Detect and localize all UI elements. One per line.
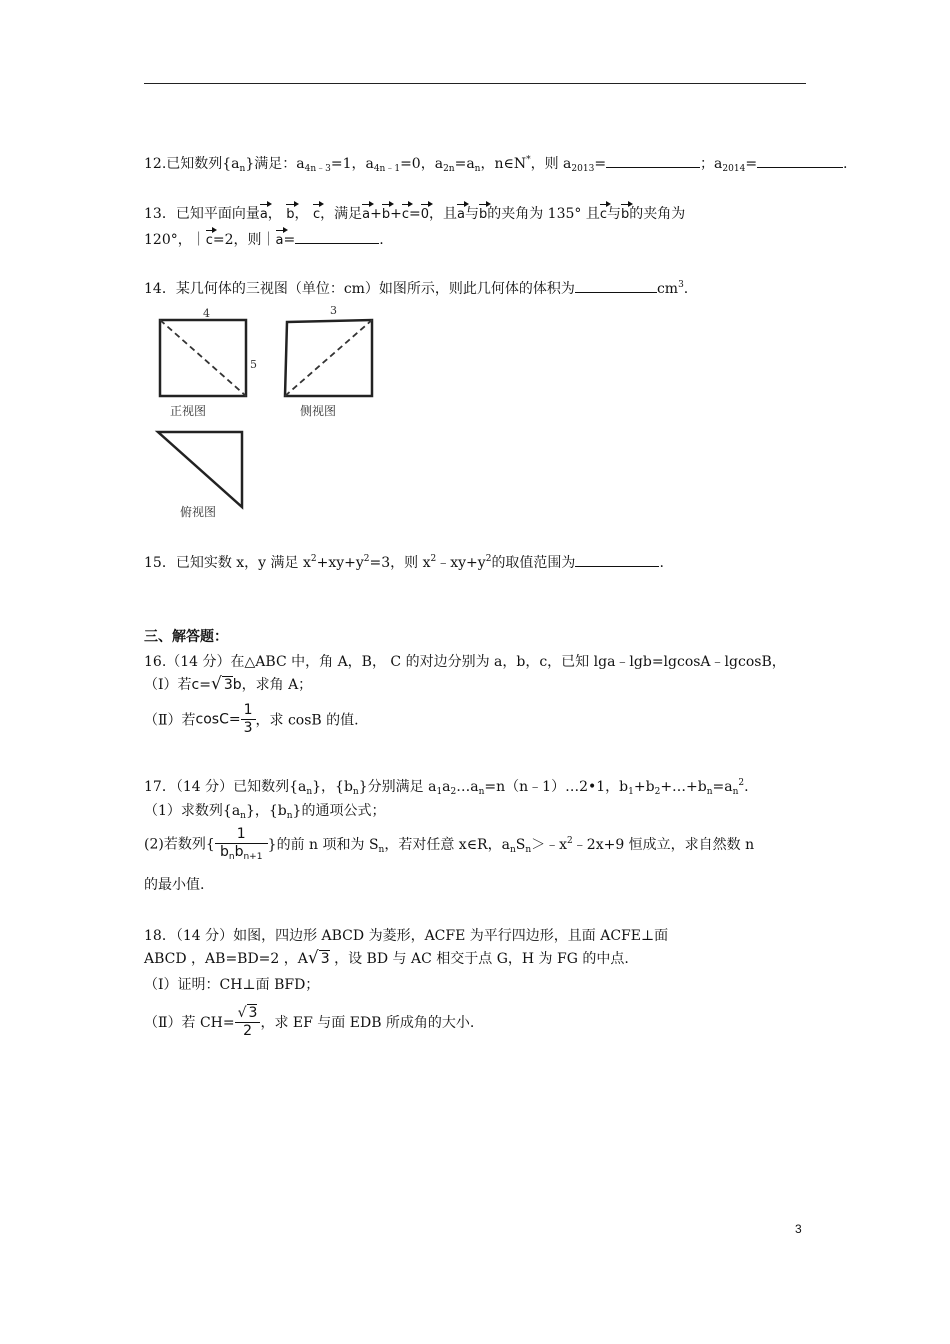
header-rule	[144, 83, 806, 84]
answer-blank-15	[575, 554, 659, 567]
question-15: 15．已知实数 x，y 满足 $x^2+xy+y^2=3$，则 $x^2﹣xy+y^2$的取值范围为 .	[144, 554, 664, 571]
question-12: 12.已知数列$\{a_n\}$满足：$a_{4n﹣3}=1$，$a_{4n﹣1}=0$，$a_{2n}=a_n$，n∈N*，则 $a_{2013}=$ ；$a_{2014}=$ .	[144, 155, 848, 174]
question-17-stem: 17．（14 分）已知数列$\{a_n\}$，$\{b_n\}$分别满足 $a_1a_2\dots a_n=n(n﹣1)\dots 2•1$，$b_1+b_2+\dots+b_n=a_n^2$.	[144, 778, 749, 797]
dimension-5: 5	[250, 358, 257, 371]
question-14: 14．某几何体的三视图（单位：cm）如图所示，则此几何体的体积为 $cm^3$.	[144, 280, 689, 297]
question-16-part2: （Ⅱ）若cosC= $\frac{1}{3}$ ，求 cosB 的值.	[144, 702, 359, 736]
fraction-sqrt3-over-2: $\frac{√ 3}{2}$	[235, 1004, 261, 1040]
side-view-rect	[285, 320, 372, 396]
question-17-part1: （1）求数列$\{a_n\}$，$\{b_n\}$的通项公式；	[144, 803, 386, 821]
side-view-label: 侧视图	[300, 404, 337, 418]
dimension-3: 3	[330, 304, 337, 317]
fraction-one-third: $\frac{1}{3}$	[241, 702, 256, 737]
top-view-label: 俯视图	[180, 505, 217, 519]
top-view-triangle	[158, 432, 242, 507]
question-18-part1: （Ⅰ）证明：CH⊥面 BFD；	[144, 977, 320, 993]
front-view-diagonal	[160, 320, 246, 396]
answer-blank-12b	[757, 155, 843, 168]
question-18-stem: 18．（14 分）如图，四边形 ABCD 为菱形，ACFE 为平行四边形，且面 ACFE⊥面	[144, 928, 669, 944]
section-title: 三、解答题：	[144, 629, 228, 645]
answer-blank-14	[575, 280, 657, 293]
question-17-part2-cont: 的最小值.	[144, 877, 205, 893]
question-18-stem-cont: ABCD ，AB=BD=2 ，A√ 3 ，设 BD 与 AC 相交于点 G，H 为 FG 的中点.	[144, 948, 629, 968]
question-18-part2: （Ⅱ）若 CH= $\frac{√ 3}{2}$ ，求 EF 与面 EDB 所成角的大小.	[144, 1005, 475, 1039]
answer-blank-13	[295, 231, 379, 244]
question-17-part2: (2)若数列{ $\frac{1}{b_nb_{n+1}}$ }的前 n 项和为 $S_n$，若对任意 x∈R，$a_nS_n>﹣x^2﹣2x+9$ 恒成立，求自然数 n	[144, 826, 755, 862]
front-view-label: 正视图	[170, 404, 207, 418]
fraction-reciprocal-b: $\frac{1}{b_nb_{n+1}}$	[215, 826, 268, 861]
question-13-line1: 13．已知平面向量a， b， c，满足a+b+c=0，且a与b的夹角为 135° 且c与b的夹角为	[144, 202, 685, 223]
question-16-part1: （Ⅰ）若c=√ 3b，求角 A；	[144, 674, 313, 694]
page-number: 3	[795, 1222, 802, 1236]
dimension-4: 4	[203, 307, 210, 320]
side-view-diagonal	[285, 320, 372, 396]
question-16-stem: 16.（14 分）在△ABC 中，角 A，B， C 的对边分别为 a，b，c，已知 lga﹣lgb=lgcosA﹣lgcosB，	[144, 654, 786, 670]
answer-blank-12a	[606, 155, 700, 168]
question-13-line2: 120°，｜c=2，则｜a= .	[144, 228, 384, 249]
